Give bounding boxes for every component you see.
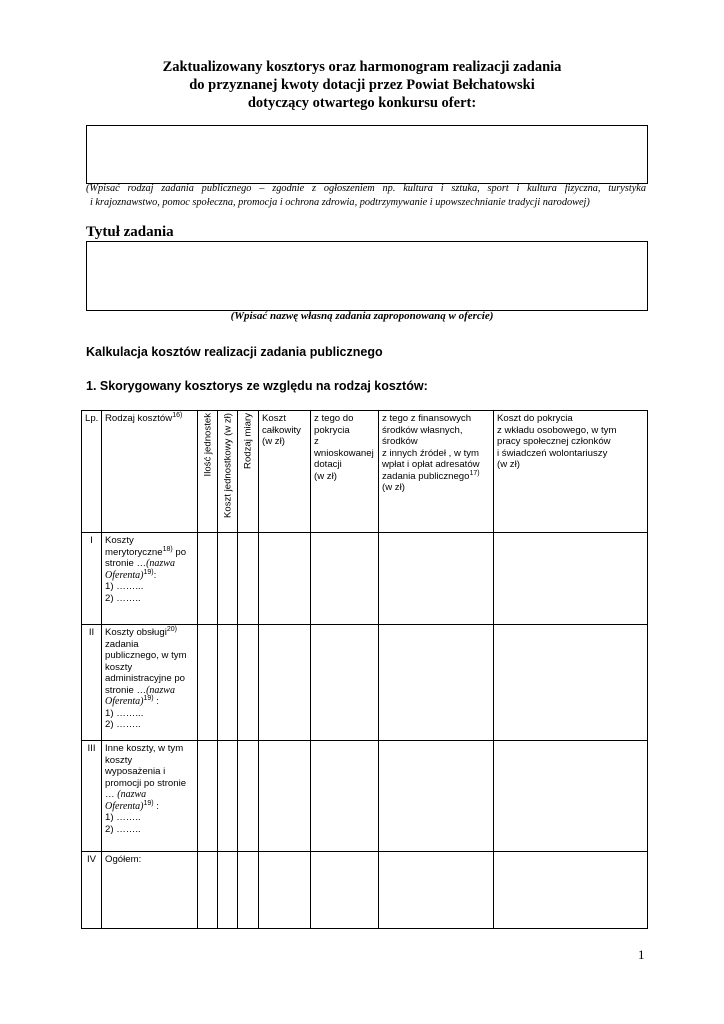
header-fin-2: środków własnych, (382, 424, 463, 436)
cell-koszt-calk[interactable] (259, 533, 311, 625)
header-lp: Lp. (82, 411, 102, 533)
row-text-italic: Oferenta) (105, 696, 144, 707)
row-text: 1) ……... (105, 707, 144, 719)
header-rodzaj-kosztow (102, 411, 198, 533)
header-fin-sup: 17) (469, 469, 480, 477)
header-dotacja-3: z (314, 436, 319, 447)
header-rodzaj-text: Rodzaj kosztów (105, 413, 173, 424)
row-text: 1) ……... (105, 581, 144, 592)
cell-wklad[interactable] (494, 533, 648, 625)
header-line-3: dotyczący otwartego konkursu ofert: (247, 95, 477, 111)
header-koszt-calkowity (259, 411, 311, 533)
row-text-part: stronie … (105, 684, 147, 696)
header-fin-3: środków (382, 436, 418, 447)
header-fin-7: (w zł) (382, 482, 405, 493)
section-heading: Kalkulacja kosztów realizacji zadania publicznego (86, 345, 383, 359)
header-line-2: do przyznanej kwoty dotacji przez Powiat Bełchatowski (189, 77, 535, 93)
cell-rodzaj-miary[interactable] (238, 533, 259, 625)
row-text-part: merytoryczne (105, 546, 163, 558)
row-text: Inne koszty, w tym (105, 743, 184, 754)
header-koszt-jednostkowy (218, 411, 238, 533)
row-sup: 19) (143, 799, 154, 807)
cell-koszt-calk[interactable] (259, 852, 311, 929)
task-type-note (86, 182, 646, 210)
row-rodzaj (102, 741, 198, 852)
row-text-italic: (nazwa (117, 789, 147, 800)
row-text-italic: (nazwa (146, 684, 175, 696)
cell-srodki[interactable] (379, 741, 494, 852)
task-title-input-box[interactable] (86, 241, 648, 311)
task-title-heading: Tytuł zadania (86, 224, 174, 240)
table-row (82, 533, 648, 625)
header-title (0, 58, 724, 112)
cell-dotacja[interactable] (311, 533, 379, 625)
header-osob-3: pracy społecznej członków (497, 436, 611, 447)
row-text (105, 547, 194, 559)
row-text: 2) …….. (105, 592, 141, 604)
row-text-part: stronie … (105, 558, 147, 569)
cell-koszt-jedn[interactable] (218, 533, 238, 625)
row-text (105, 801, 194, 813)
header-dotacja (311, 411, 379, 533)
row-sup: 18) (162, 545, 173, 553)
row-sup: 19) (143, 694, 154, 702)
row-text-part: : (153, 800, 159, 812)
cell-dotacja[interactable] (311, 625, 379, 741)
header-wklad-osobowy (494, 411, 648, 533)
row-text-part: po (172, 546, 187, 558)
row-rodzaj (102, 533, 198, 625)
row-text: koszty (105, 661, 133, 673)
header-fin-4: z innych źródeł , w tym (382, 447, 480, 459)
row-text-part: Koszty obsługi (105, 627, 167, 638)
task-type-note-line-2: i krajoznawstwo, pomoc społeczna, promocja i ochrona zdrowia, podtrzymywanie i upowszechnianie tradycji narodowej) (90, 197, 590, 208)
row-sup: 19) (143, 568, 154, 576)
row-text (105, 627, 194, 639)
cell-ilosc[interactable] (198, 741, 218, 852)
page-number: 1 (638, 947, 645, 962)
cell-koszt-jedn[interactable] (218, 625, 238, 741)
table-row (82, 741, 648, 852)
row-text: koszty (105, 754, 133, 766)
cell-koszt-calk[interactable] (259, 625, 311, 741)
cell-srodki[interactable] (379, 625, 494, 741)
header-osob-2: z wkładu osobowego, w tym (497, 424, 617, 436)
cell-rodzaj-miary[interactable] (238, 852, 259, 929)
row-text: 2) …….. (105, 823, 141, 835)
cell-wklad[interactable] (494, 741, 648, 852)
row-text: wyposażenia i (105, 766, 166, 777)
header-srodki-finansowe (379, 411, 494, 533)
header-fin-6-wrap (382, 471, 490, 483)
row-text-italic: Oferenta) (105, 800, 144, 812)
row-text: Koszty (105, 535, 134, 546)
header-fin-5: wpłat i opłat adresatów (382, 459, 480, 470)
header-osob-5: (w zł) (497, 459, 520, 470)
cell-koszt-jedn[interactable] (218, 852, 238, 929)
cell-rodzaj-miary[interactable] (238, 625, 259, 741)
row-lp: II (82, 625, 102, 741)
header-fin-1: z tego z finansowych (382, 413, 472, 424)
header-osob-4: i świadczeń wolontariuszy (497, 447, 608, 459)
row-text: 2) …….. (105, 719, 141, 730)
row-lp: III (82, 741, 102, 852)
row-rodzaj: Ogółem: (102, 852, 198, 929)
header-koszt-jedn-text: Koszt jednostkowy (w zł) (221, 413, 233, 519)
section-subheading: 1. Skorygowany kosztorys ze względu na rodzaj kosztów: (86, 379, 428, 393)
header-ilosc-text: Ilość jednostek (201, 413, 213, 477)
row-text: administracyjne po (105, 673, 185, 684)
header-koszt-calk-1: Koszt (262, 413, 286, 424)
task-type-input-box[interactable] (86, 125, 648, 184)
row-text-part: … (105, 789, 118, 800)
header-osob-1: Koszt do pokrycia (497, 413, 573, 424)
table-row (82, 625, 648, 741)
cell-ilosc[interactable] (198, 533, 218, 625)
row-text-italic: (nazwa (146, 558, 175, 569)
header-line-1: Zaktualizowany kosztorys oraz harmonogram realizacji zadania (162, 59, 562, 75)
header-ilosc-jednostek (198, 411, 218, 533)
header-fin-6: zadania publicznego (382, 470, 470, 482)
cell-srodki[interactable] (379, 852, 494, 929)
header-dotacja-2: pokrycia (314, 424, 350, 436)
task-type-note-line-1: (Wpisać rodzaj zadania publicznego – zgodnie z ogłoszeniem np. kultura i sztuka, sport i kultura fizyczna, turystyka (86, 183, 646, 194)
row-text (105, 570, 194, 582)
cell-koszt-jedn[interactable] (218, 741, 238, 852)
header-koszt-calk-2: całkowity (262, 424, 301, 436)
row-text: publicznego, w tym (105, 650, 187, 661)
header-rodzaj-sup: 16) (172, 411, 183, 419)
cell-ilosc[interactable] (198, 625, 218, 741)
row-text: promocji po stronie (105, 777, 187, 789)
header-dotacja-6: (w zł) (314, 470, 337, 482)
table-header-row (82, 411, 648, 533)
row-rodzaj (102, 625, 198, 741)
task-title-note: (Wpisać nazwę własną zadania zaproponowaną w ofercie) (230, 310, 494, 322)
row-text (105, 696, 194, 708)
header-rodzaj-miary (238, 411, 259, 533)
header-rodzaj-miary-text: Rodzaj miary (242, 413, 254, 469)
cell-koszt-calk[interactable] (259, 741, 311, 852)
cell-rodzaj-miary[interactable] (238, 741, 259, 852)
cell-wklad[interactable] (494, 852, 648, 929)
table-row-total (82, 852, 648, 929)
cell-dotacja[interactable] (311, 741, 379, 852)
header-koszt-calk-3: (w zł) (262, 436, 285, 447)
cost-table (81, 410, 648, 929)
row-text: 1) …….. (105, 812, 141, 823)
cell-ilosc[interactable] (198, 852, 218, 929)
row-sup: 20) (166, 625, 177, 633)
header-dotacja-1: z tego do (314, 413, 354, 424)
row-text-italic: Oferenta) (105, 569, 144, 581)
cell-dotacja[interactable] (311, 852, 379, 929)
cell-srodki[interactable] (379, 533, 494, 625)
row-lp: I (82, 533, 102, 625)
row-text-part: : (153, 696, 159, 707)
row-lp: IV (82, 852, 102, 929)
row-text: zadania (105, 638, 139, 650)
cell-wklad[interactable] (494, 625, 648, 741)
header-dotacja-5: dotacji (314, 459, 342, 470)
header-dotacja-4: wnioskowanej (314, 447, 374, 459)
row-text-part: : (153, 569, 157, 581)
